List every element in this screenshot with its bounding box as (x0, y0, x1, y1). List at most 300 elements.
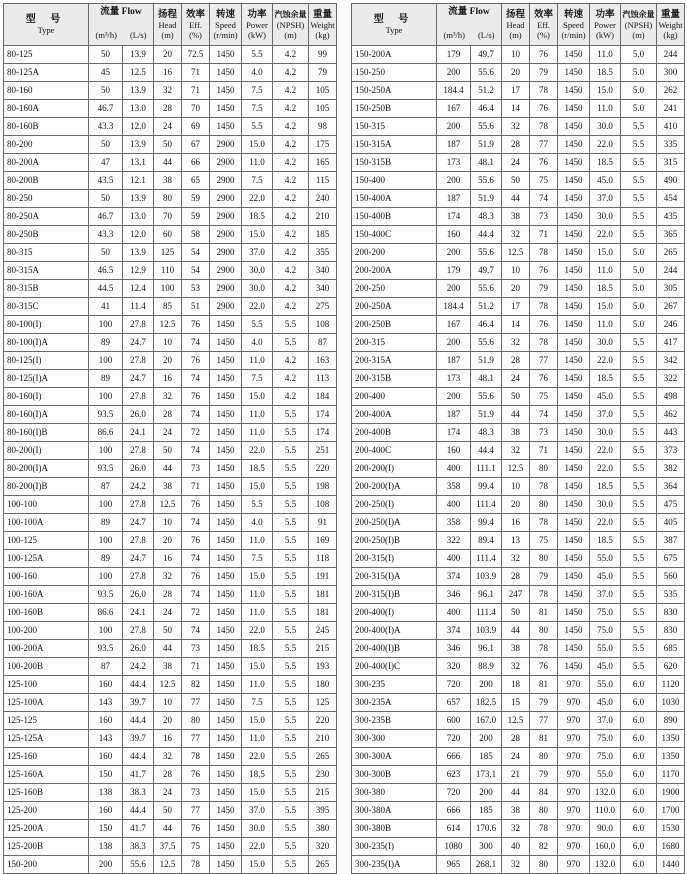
head-cell: 32 (154, 748, 182, 766)
weight-cell: 265 (309, 856, 337, 874)
flow-ls-cell: 111.1 (471, 460, 502, 478)
weight-cell: 620 (657, 658, 685, 676)
flow-m3h-cell: 100 (89, 352, 123, 370)
type-cell: 200-315(I) (352, 550, 437, 568)
speed-cell: 1450 (210, 352, 242, 370)
flow-m3h-cell: 400 (437, 460, 471, 478)
efficiency-cell: 58 (182, 226, 210, 244)
flow-ls-cell: 12.0 (123, 226, 154, 244)
npsh-cell: 5.5 (621, 568, 657, 586)
flow-m3h-cell: 160 (89, 712, 123, 730)
type-cell: 125-200 (4, 802, 89, 820)
weight-cell: 475 (657, 496, 685, 514)
weight-cell: 435 (657, 208, 685, 226)
power-cell: 18.5 (590, 154, 621, 172)
power-cell: 11.0 (242, 532, 273, 550)
flow-m3h-cell: 45 (89, 64, 123, 82)
npsh-cell: 5.5 (273, 802, 309, 820)
weight-cell: 113 (309, 370, 337, 388)
npsh-cell: 4.2 (273, 226, 309, 244)
power-cell: 22.0 (590, 226, 621, 244)
power-cell: 11.0 (242, 424, 273, 442)
type-cell: 150-400 (352, 172, 437, 190)
power-cell: 18.5 (242, 640, 273, 658)
npsh-cell: 4.2 (273, 370, 309, 388)
speed-cell: 970 (558, 748, 590, 766)
flow-m3h-cell: 614 (437, 820, 471, 838)
type-cell: 80-315 (4, 244, 89, 262)
head-cell: 20 (154, 352, 182, 370)
speed-cell: 1450 (210, 334, 242, 352)
head-cell: 80 (154, 190, 182, 208)
head-cell: 20 (154, 46, 182, 64)
npsh-cell: 5.5 (621, 226, 657, 244)
speed-cell: 1450 (210, 676, 242, 694)
efficiency-cell: 78 (530, 478, 558, 496)
power-cell: 110.0 (590, 802, 621, 820)
type-cell: 125-125 (4, 712, 89, 730)
weight-cell: 340 (309, 280, 337, 298)
power-cell: 55.0 (590, 550, 621, 568)
npsh-cell: 4.2 (273, 388, 309, 406)
head-cell: 100 (154, 280, 182, 298)
head-cell: 32 (502, 442, 530, 460)
type-cell: 80-200(I)A (4, 460, 89, 478)
table-row (4, 712, 337, 730)
efficiency-cell: 74 (182, 334, 210, 352)
weight-cell: 364 (657, 478, 685, 496)
power-cell: 5.5 (242, 496, 273, 514)
flow-ls-cell: 13.9 (123, 136, 154, 154)
head-cell: 24 (502, 154, 530, 172)
table-row (352, 460, 685, 478)
efficiency-cell: 78 (530, 118, 558, 136)
weight-cell: 275 (309, 298, 337, 316)
npsh-cell: 4.2 (273, 298, 309, 316)
weight-cell: 410 (657, 118, 685, 136)
efficiency-cell: 71 (182, 658, 210, 676)
head-cell: 24 (154, 424, 182, 442)
flow-ls-cell: 12.5 (123, 64, 154, 82)
npsh-cell: 5.5 (273, 586, 309, 604)
npsh-cell: 5.5 (273, 532, 309, 550)
flow-m3h-cell: 100 (89, 622, 123, 640)
weight-cell: 251 (309, 442, 337, 460)
npsh-cell: 5.5 (621, 604, 657, 622)
power-cell: 45.0 (590, 658, 621, 676)
head-cell: 12.5 (154, 316, 182, 334)
efficiency-cell: 72.5 (182, 46, 210, 64)
npsh-cell: 4.2 (273, 262, 309, 280)
flow-ls-cell: 185 (471, 802, 502, 820)
flow-m3h-cell: 160 (89, 802, 123, 820)
speed-cell: 1450 (210, 100, 242, 118)
table-body-right (352, 46, 685, 874)
speed-cell: 1450 (210, 694, 242, 712)
flow-m3h-cell: 358 (437, 478, 471, 496)
flow-m3h-cell: 50 (89, 46, 123, 64)
type-cell: 125-125A (4, 730, 89, 748)
weight-cell: 1700 (657, 802, 685, 820)
type-cell: 200-250 (352, 280, 437, 298)
head-cell: 10 (502, 46, 530, 64)
npsh-cell: 6.0 (621, 766, 657, 784)
power-cell: 7.5 (242, 82, 273, 100)
flow-ls-cell: 55.6 (123, 856, 154, 874)
flow-ls-cell: 111.4 (471, 496, 502, 514)
weight-cell: 1350 (657, 748, 685, 766)
weight-cell: 322 (657, 370, 685, 388)
flow-ls-cell: 103.9 (471, 622, 502, 640)
npsh-cell: 5.5 (273, 658, 309, 676)
flow-ls-cell: 24.2 (123, 658, 154, 676)
flow-m3h-cell: 100 (89, 496, 123, 514)
weight-cell: 163 (309, 352, 337, 370)
npsh-cell: 5.0 (621, 316, 657, 334)
npsh-cell: 6.0 (621, 712, 657, 730)
weight-cell: 1350 (657, 730, 685, 748)
power-cell: 22.0 (242, 748, 273, 766)
efficiency-cell: 72 (182, 424, 210, 442)
type-cell: 80-250 (4, 190, 89, 208)
head-cell: 32 (502, 856, 530, 874)
speed-cell: 1450 (558, 298, 590, 316)
speed-cell: 1450 (210, 460, 242, 478)
table-row (352, 154, 685, 172)
power-cell: 15.0 (242, 478, 273, 496)
flow-m3h-cell: 184.4 (437, 82, 471, 100)
power-cell: 15.0 (242, 712, 273, 730)
type-cell: 200-315A (352, 352, 437, 370)
weight-cell: 462 (657, 406, 685, 424)
speed-cell: 1450 (210, 658, 242, 676)
flow-m3h-cell: 46.7 (89, 100, 123, 118)
table-row (352, 244, 685, 262)
type-cell: 100-160 (4, 568, 89, 586)
power-cell: 22.0 (590, 514, 621, 532)
flow-ls-cell: 13.1 (123, 154, 154, 172)
efficiency-cell: 82 (182, 676, 210, 694)
flow-ls-cell: 99.4 (471, 478, 502, 496)
flow-m3h-cell: 87 (89, 478, 123, 496)
efficiency-cell: 74 (182, 370, 210, 388)
table-row (4, 82, 337, 100)
table-row (352, 136, 685, 154)
type-cell: 300-300 (352, 730, 437, 748)
table-row (4, 388, 337, 406)
npsh-cell: 5.5 (273, 730, 309, 748)
type-cell: 150-400B (352, 208, 437, 226)
npsh-cell: 5.0 (621, 46, 657, 64)
head-cell: 28 (502, 352, 530, 370)
efficiency-cell: 75 (182, 838, 210, 856)
head-cell: 44 (502, 190, 530, 208)
flow-m3h-cell: 50 (89, 136, 123, 154)
efficiency-cell: 76 (530, 154, 558, 172)
table-row (4, 676, 337, 694)
speed-cell: 1450 (558, 442, 590, 460)
efficiency-cell: 76 (182, 568, 210, 586)
flow-ls-cell: 300 (471, 838, 502, 856)
weight-cell: 1030 (657, 694, 685, 712)
npsh-cell: 4.2 (273, 136, 309, 154)
weight-cell: 830 (657, 604, 685, 622)
npsh-cell: 5.5 (273, 622, 309, 640)
flow-m3h-cell: 143 (89, 694, 123, 712)
weight-cell: 185 (309, 226, 337, 244)
table-row (4, 64, 337, 82)
weight-cell: 91 (309, 514, 337, 532)
flow-ls-cell: 11.4 (123, 298, 154, 316)
efficiency-cell: 67 (182, 136, 210, 154)
type-cell: 200-315B (352, 370, 437, 388)
npsh-cell: 4.2 (273, 280, 309, 298)
weight-cell: 490 (657, 172, 685, 190)
speed-cell: 1450 (558, 640, 590, 658)
efficiency-cell: 78 (530, 514, 558, 532)
flow-m3h-cell: 187 (437, 352, 471, 370)
speed-cell: 1450 (558, 100, 590, 118)
flow-m3h-cell: 89 (89, 370, 123, 388)
efficiency-cell: 80 (530, 460, 558, 478)
flow-header: 流量 Flow (m³/h) (L/s) (437, 4, 502, 46)
weight-cell: 169 (309, 532, 337, 550)
type-cell: 200-400(I)C (352, 658, 437, 676)
table-row (4, 622, 337, 640)
table-row (4, 262, 337, 280)
power-cell: 37.0 (242, 244, 273, 262)
efficiency-cell: 76 (182, 352, 210, 370)
npsh-cell: 5.5 (621, 550, 657, 568)
power-cell: 30.0 (242, 820, 273, 838)
flow-ls-cell: 55.6 (471, 118, 502, 136)
speed-cell: 970 (558, 820, 590, 838)
flow-m3h-cell: 200 (437, 172, 471, 190)
table-row (352, 478, 685, 496)
flow-m3h-cell: 138 (89, 784, 123, 802)
weight-cell: 105 (309, 82, 337, 100)
npsh-cell: 5.5 (273, 820, 309, 838)
flow-ls-cell: 24.1 (123, 604, 154, 622)
speed-cell: 1450 (210, 514, 242, 532)
flow-ls-cell: 185 (471, 748, 502, 766)
type-cell: 200-250B (352, 316, 437, 334)
flow-m3h-cell: 322 (437, 532, 471, 550)
efficiency-cell: 77 (182, 694, 210, 712)
speed-cell: 970 (558, 802, 590, 820)
weight-cell: 105 (309, 100, 337, 118)
head-cell: 50 (154, 136, 182, 154)
flow-ls-cell: 46.4 (471, 100, 502, 118)
flow-ls-cell: 12.4 (123, 280, 154, 298)
type-cell: 150-250B (352, 100, 437, 118)
head-cell: 16 (154, 370, 182, 388)
power-cell: 15.0 (242, 658, 273, 676)
power-cell: 18.5 (590, 64, 621, 82)
head-cell: 16 (154, 550, 182, 568)
speed-cell: 970 (558, 856, 590, 874)
head-cell: 16 (502, 514, 530, 532)
power-cell: 18.5 (590, 532, 621, 550)
weight-cell: 380 (309, 820, 337, 838)
npsh-cell: 5.5 (621, 622, 657, 640)
head-cell: 12.5 (502, 460, 530, 478)
flow-ls-cell: 44.4 (471, 442, 502, 460)
speed-cell: 970 (558, 784, 590, 802)
type-cell: 80-125A (4, 64, 89, 82)
weight-cell: 244 (657, 262, 685, 280)
npsh-cell: 5.5 (621, 208, 657, 226)
speed-cell: 1450 (210, 406, 242, 424)
type-cell: 80-125 (4, 46, 89, 64)
power-cell: 4.0 (242, 334, 273, 352)
weight-header: 重量 Weight (kg) (657, 4, 685, 46)
power-cell: 7.5 (242, 100, 273, 118)
power-cell: 45.0 (590, 568, 621, 586)
table-row (4, 334, 337, 352)
efficiency-cell: 54 (182, 244, 210, 262)
head-cell: 32 (502, 820, 530, 838)
speed-cell: 1450 (558, 586, 590, 604)
weight-cell: 210 (309, 730, 337, 748)
flow-m3h-cell: 138 (89, 838, 123, 856)
power-cell: 15.0 (590, 298, 621, 316)
flow-m3h-cell: 200 (437, 280, 471, 298)
efficiency-cell: 73 (530, 424, 558, 442)
header-row (4, 4, 337, 46)
npsh-cell: 5.0 (621, 100, 657, 118)
power-cell: 22.0 (242, 298, 273, 316)
npsh-cell: 6.0 (621, 784, 657, 802)
table-row (4, 172, 337, 190)
head-header: 扬程 Head (m) (502, 4, 530, 46)
type-cell: 200-400B (352, 424, 437, 442)
speed-cell: 1450 (558, 550, 590, 568)
type-cell: 100-125 (4, 532, 89, 550)
flow-m3h-cell: 93.5 (89, 586, 123, 604)
power-cell: 18.5 (590, 478, 621, 496)
type-cell: 150-315 (352, 118, 437, 136)
flow-m3h-cell: 374 (437, 568, 471, 586)
npsh-cell: 4.2 (273, 118, 309, 136)
weight-cell: 355 (309, 244, 337, 262)
type-cell: 200-250(I)A (352, 514, 437, 532)
efficiency-cell: 79 (530, 280, 558, 298)
type-cell: 200-200A (352, 262, 437, 280)
flow-m3h-cell: 86.6 (89, 604, 123, 622)
head-cell: 28 (502, 568, 530, 586)
flow-ls-cell: 49.7 (471, 46, 502, 64)
flow-ls-cell: 55.6 (471, 244, 502, 262)
efficiency-cell: 71 (182, 82, 210, 100)
type-cell: 150-400C (352, 226, 437, 244)
flow-m3h-cell: 100 (89, 442, 123, 460)
table-row (4, 694, 337, 712)
npsh-cell: 5.5 (621, 460, 657, 478)
head-cell: 28 (154, 100, 182, 118)
power-cell: 75.0 (590, 622, 621, 640)
speed-cell: 2900 (210, 280, 242, 298)
flow-m3h-cell: 179 (437, 262, 471, 280)
weight-cell: 335 (657, 136, 685, 154)
power-cell: 45.0 (590, 694, 621, 712)
flow-ls-cell: 27.8 (123, 532, 154, 550)
flow-m3h-cell: 46.5 (89, 262, 123, 280)
power-cell: 11.0 (242, 154, 273, 172)
npsh-cell: 5.5 (273, 460, 309, 478)
flow-m3h-cell: 93.5 (89, 640, 123, 658)
flow-ls-cell: 13.0 (123, 100, 154, 118)
efficiency-cell: 78 (530, 334, 558, 352)
speed-cell: 2900 (210, 226, 242, 244)
type-header: 型 号 Type (4, 4, 89, 46)
npsh-cell: 5.0 (621, 262, 657, 280)
speed-cell: 970 (558, 730, 590, 748)
head-cell: 14 (502, 100, 530, 118)
power-header: 功率 Power (kW) (590, 4, 621, 46)
type-cell: 200-400(I) (352, 604, 437, 622)
power-cell: 55.0 (590, 766, 621, 784)
efficiency-cell: 80 (530, 550, 558, 568)
table-row (4, 478, 337, 496)
weight-cell: 240 (309, 190, 337, 208)
speed-cell: 1450 (210, 712, 242, 730)
npsh-cell: 5.5 (273, 568, 309, 586)
efficiency-cell: 75 (530, 532, 558, 550)
type-cell: 125-160A (4, 766, 89, 784)
weight-cell: 342 (657, 352, 685, 370)
efficiency-cell: 80 (530, 802, 558, 820)
speed-cell: 1450 (558, 280, 590, 298)
flow-ls-cell: 182.5 (471, 694, 502, 712)
flow-ls-cell: 51.9 (471, 190, 502, 208)
speed-cell: 1450 (558, 190, 590, 208)
table-row (352, 64, 685, 82)
spec-table-left (3, 3, 337, 874)
flow-m3h-cell: 400 (437, 496, 471, 514)
power-cell: 22.0 (590, 442, 621, 460)
flow-m3h-cell: 100 (89, 532, 123, 550)
speed-cell: 1450 (558, 208, 590, 226)
flow-m3h-cell: 160 (89, 676, 123, 694)
speed-cell: 1450 (210, 442, 242, 460)
head-cell: 110 (154, 262, 182, 280)
npsh-cell: 5.0 (621, 298, 657, 316)
efficiency-cell: 78 (182, 856, 210, 874)
weight-cell: 180 (309, 676, 337, 694)
npsh-cell: 5.5 (621, 406, 657, 424)
head-cell: 18 (502, 676, 530, 694)
table-row (352, 514, 685, 532)
flow-m3h-cell: 86.6 (89, 424, 123, 442)
table-row (352, 838, 685, 856)
power-cell: 30.0 (242, 262, 273, 280)
head-cell: 15 (502, 694, 530, 712)
efficiency-cell: 77 (530, 712, 558, 730)
table-row (352, 118, 685, 136)
efficiency-cell: 76 (530, 46, 558, 64)
power-cell: 7.5 (242, 172, 273, 190)
power-cell: 30.0 (590, 496, 621, 514)
table-row (4, 100, 337, 118)
weight-cell: 181 (309, 604, 337, 622)
head-cell: 60 (154, 226, 182, 244)
speed-cell: 1450 (558, 64, 590, 82)
flow-ls-cell: 51.9 (471, 406, 502, 424)
type-cell: 80-315A (4, 262, 89, 280)
table-row (4, 496, 337, 514)
head-cell: 10 (154, 694, 182, 712)
